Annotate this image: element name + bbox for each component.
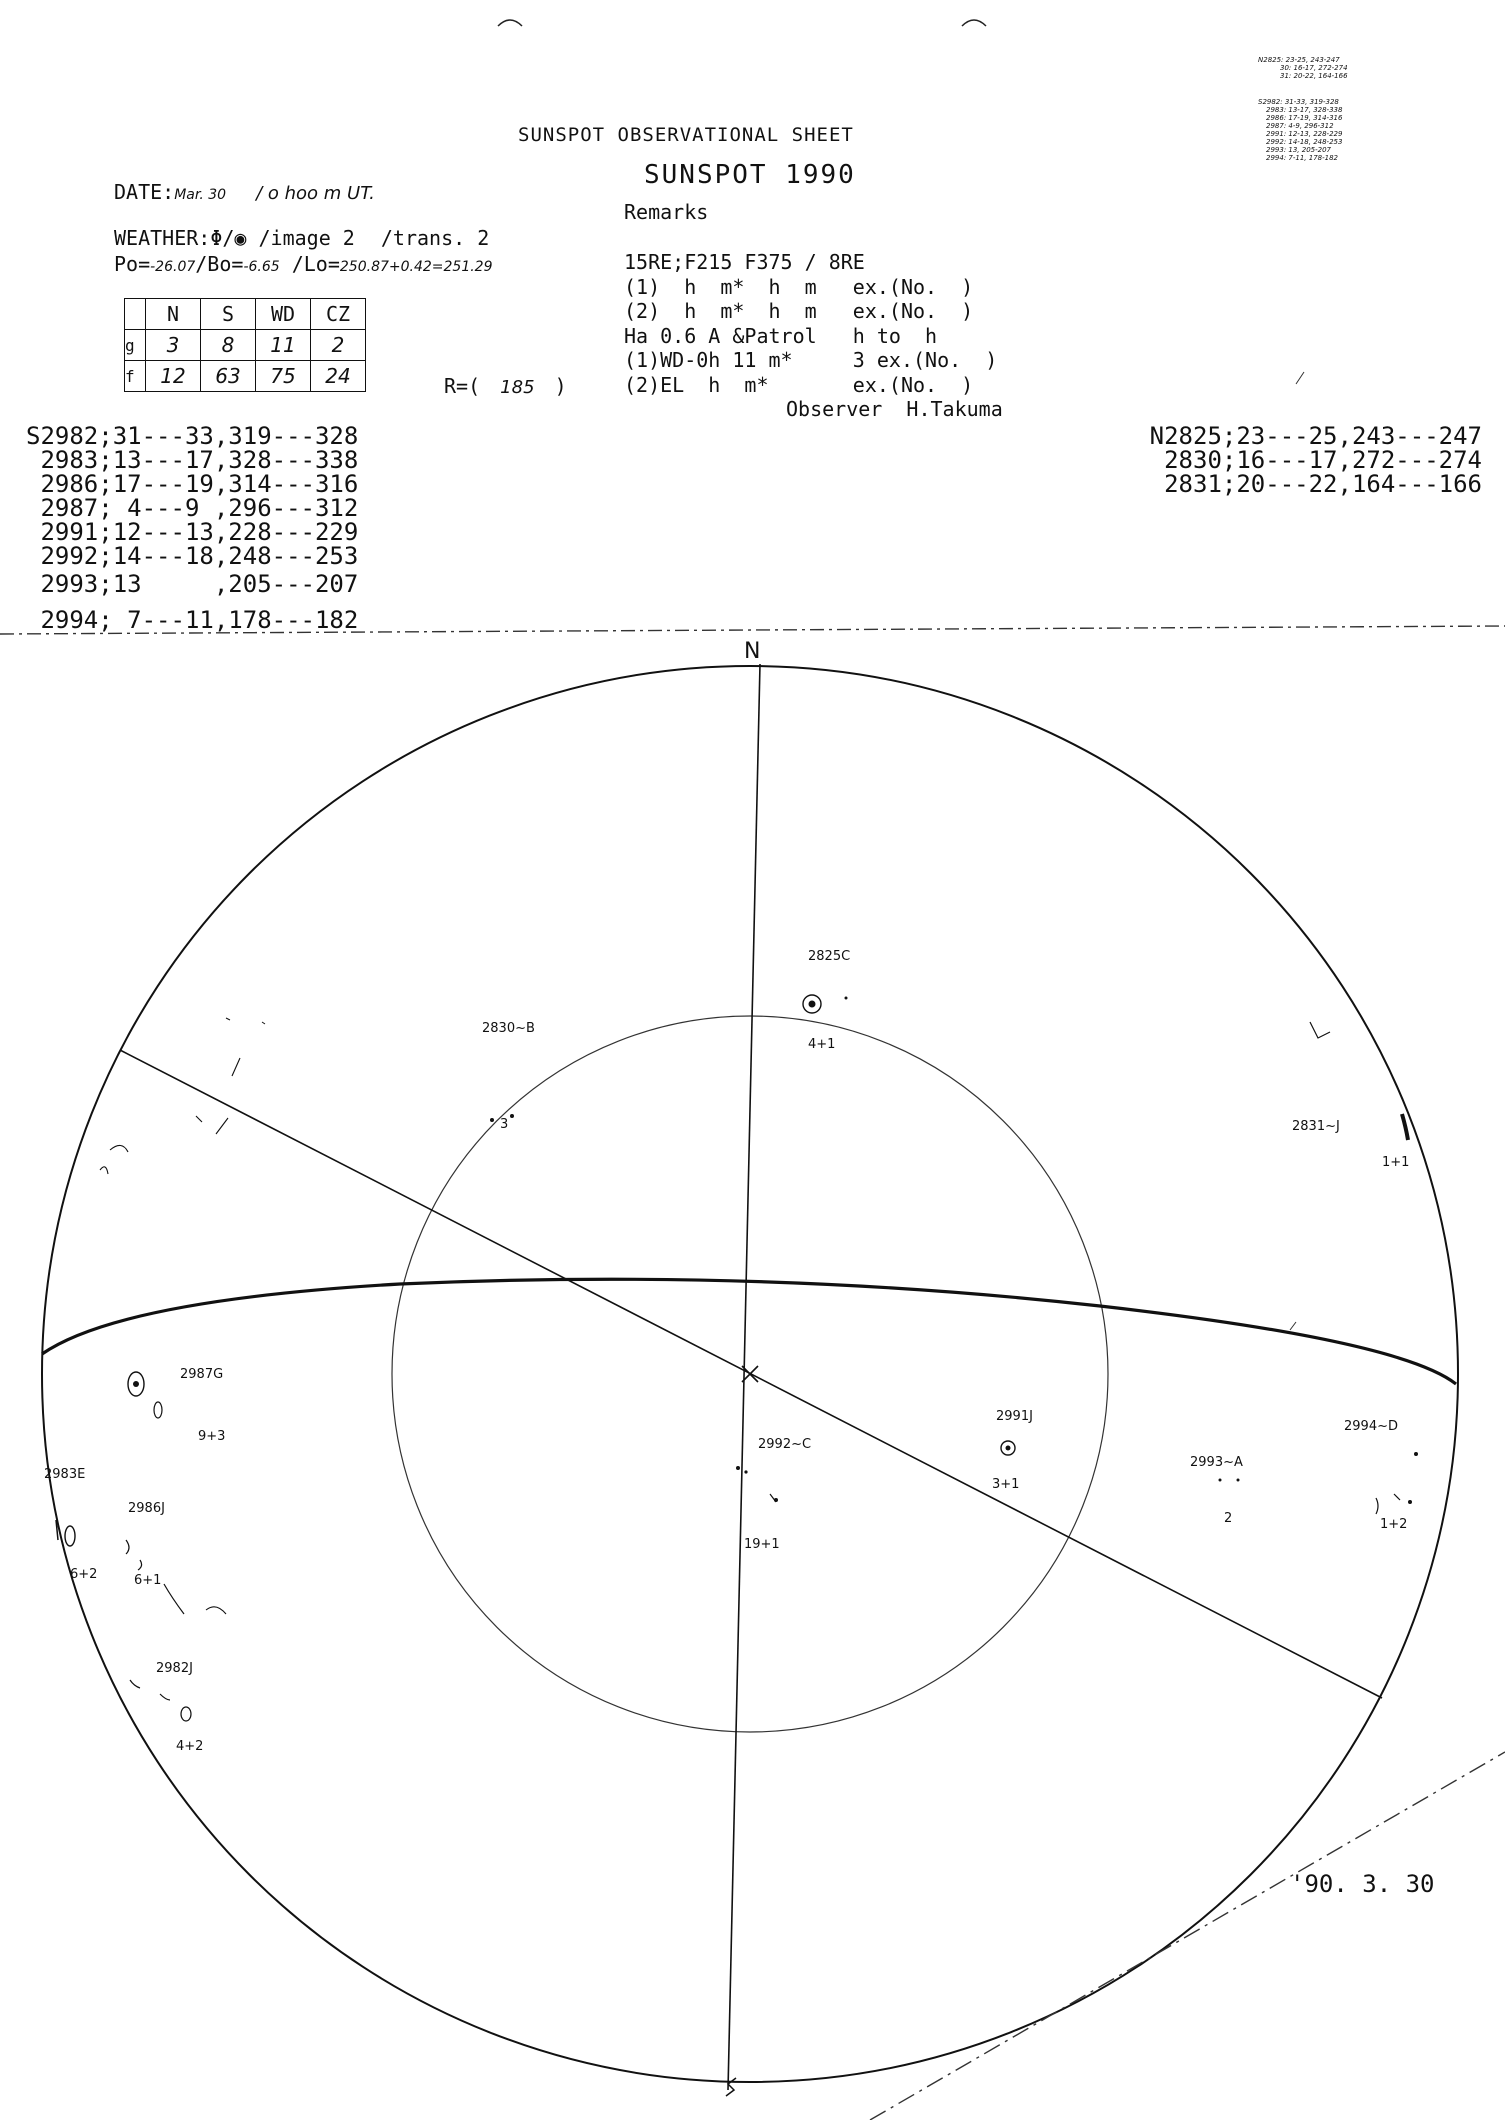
limb-faculae-marks [100,1018,265,1614]
count-g-s: 8 [201,330,256,361]
row-label-f: f [125,361,146,392]
sheet-title: SUNSPOT OBSERVATIONAL SHEET [518,124,854,146]
label-2991-count: 3+1 [992,1477,1020,1492]
header-s: S [201,299,256,330]
date-stamp: '90. 3. 30 [1290,1870,1435,1898]
label-2992: 2992~C [758,1437,812,1452]
image-value: /image 2 [258,226,355,250]
count-g-n: 3 [146,330,201,361]
count-f-n: 12 [146,361,201,392]
label-2831: 2831~J [1292,1119,1340,1134]
corner-note: 2987: 4-9, 296-312 [1266,122,1334,130]
r-value: 185 [500,377,535,398]
weather-value: Φ/◉ [210,226,247,250]
corner-note: 2991: 12-13, 228-229 [1266,130,1343,138]
corner-note: 2994: 7-11, 178-182 [1266,154,1338,162]
corner-note: 31: 20-22, 164-166 [1280,72,1348,80]
row-label-g: g [125,330,146,361]
count-f-s: 63 [201,361,256,392]
corner-note: 30: 16-17, 272-274 [1280,64,1348,72]
south-group-item: 2983;13---17,328---338 [26,446,359,474]
sunspot-2993 [1219,1479,1240,1482]
count-g-wd: 11 [256,330,311,361]
label-2983-count: 6+2 [70,1567,98,1582]
corner-note: 2986: 17-19, 314-316 [1266,114,1343,122]
north-marker: N [744,639,761,664]
count-f-wd: 75 [256,361,311,392]
po-value: -26.07 [150,259,196,275]
label-2991: 2991J [996,1409,1033,1424]
remarks-heading: Remarks [624,200,709,224]
south-group-item: 2987; 4---9 ,296---312 [26,494,359,522]
header-divider [0,626,1505,634]
r-label: R=( [444,374,481,398]
sunspot-2982 [130,1680,191,1721]
south-group-item: 2991;12---13,228---229 [26,518,359,546]
time-value: / o hoo m UT. [256,183,375,204]
south-group-item: 2986;17---19,314---316 [26,470,359,498]
remarks-line: (2)EL h m* ex.(No. ) [624,372,974,397]
label-2982: 2982J [156,1661,193,1676]
label-2825-count: 4+1 [808,1037,836,1052]
corner-note: 2983: 13-17, 328-338 [1266,106,1343,114]
po-label: Po= [114,252,151,276]
bo-label: /Bo= [195,252,244,276]
label-2830-count: 3 [500,1117,509,1132]
stray-mark [1296,372,1304,384]
r-close: ) [554,374,567,398]
label-2993: 2993~A [1190,1455,1243,1470]
label-2825: 2825C [808,949,851,964]
sheet-subtitle: SUNSPOT 1990 [644,160,856,190]
corner-note: 2992: 14-18, 248-253 [1266,138,1343,146]
label-2831-count: 1+1 [1382,1155,1410,1170]
diagonal-dashed-line [870,1752,1505,2120]
label-2993-count: 2 [1224,1511,1233,1526]
header-n: N [146,299,201,330]
label-2987-count: 9+3 [198,1429,226,1444]
solar-equator-curve [42,1279,1456,1384]
lo-value: 250.87+0.42=251.29 [339,259,493,275]
sunspot-2987 [128,1372,162,1418]
north-group-item: 2830;16---17,272---274 [1164,446,1482,474]
remarks-line: (1)WD-0h 11 m* 3 ex.(No. ) [624,348,998,372]
north-group-item: 2831;20---22,164---166 [1164,470,1482,498]
weather-label: WEATHER: [114,226,211,250]
bo-value: -6.65 [243,259,280,275]
remarks-line: Ha 0.6 A &Patrol h to h [624,323,938,348]
count-f-cz: 24 [311,361,366,392]
remarks-line: (1) h m* h m ex.(No. ) [624,274,974,299]
header-cz: CZ [311,299,366,330]
label-2992-count: 19+1 [744,1537,780,1552]
stray-mark [1290,1322,1296,1330]
header-wd: WD [256,299,311,330]
trans-value: /trans. 2 [380,226,490,250]
south-group-item: 2993;13 ,205---207 [26,570,359,598]
label-2982-count: 4+2 [176,1739,204,1754]
north-group-item: N2825;23---25,243---247 [1149,422,1482,450]
punch-mark-left [498,20,522,26]
count-g-cz: 2 [311,330,366,361]
label-2986-count: 6+1 [134,1573,162,1588]
remarks-line: (2) h m* h m ex.(No. ) [624,299,974,323]
label-2830: 2830~B [482,1021,535,1036]
lo-label: /Lo= [291,252,340,276]
sunspot-2994 [1376,1452,1418,1514]
corner-note: 2993: 13, 205-207 [1266,146,1332,154]
label-2986: 2986J [128,1501,165,1516]
sunspot-2825 [803,995,848,1013]
sunspot-2991 [1001,1441,1015,1455]
corner-note: N2825: 23-25, 243-247 [1258,56,1340,64]
label-2987: 2987G [180,1367,224,1382]
label-2994: 2994~D [1344,1419,1398,1434]
punch-mark-right [962,20,986,26]
label-2983: 2983E [44,1467,86,1482]
date-value: Mar. 30 [174,187,227,203]
corner-note: S2982: 31-33, 319-328 [1258,98,1339,106]
south-group-item: S2982;31---33,319---328 [26,422,359,450]
south-group-item: 2994; 7---11,178---182 [26,606,359,634]
date-label: DATE: [114,180,175,204]
label-2994-count: 1+2 [1380,1517,1408,1532]
observer-line: Observer H.Takuma [786,397,1003,421]
remarks-line: 15RE;F215 F375 / 8RE [624,250,865,274]
south-group-item: 2992;14---18,248---253 [26,542,359,570]
